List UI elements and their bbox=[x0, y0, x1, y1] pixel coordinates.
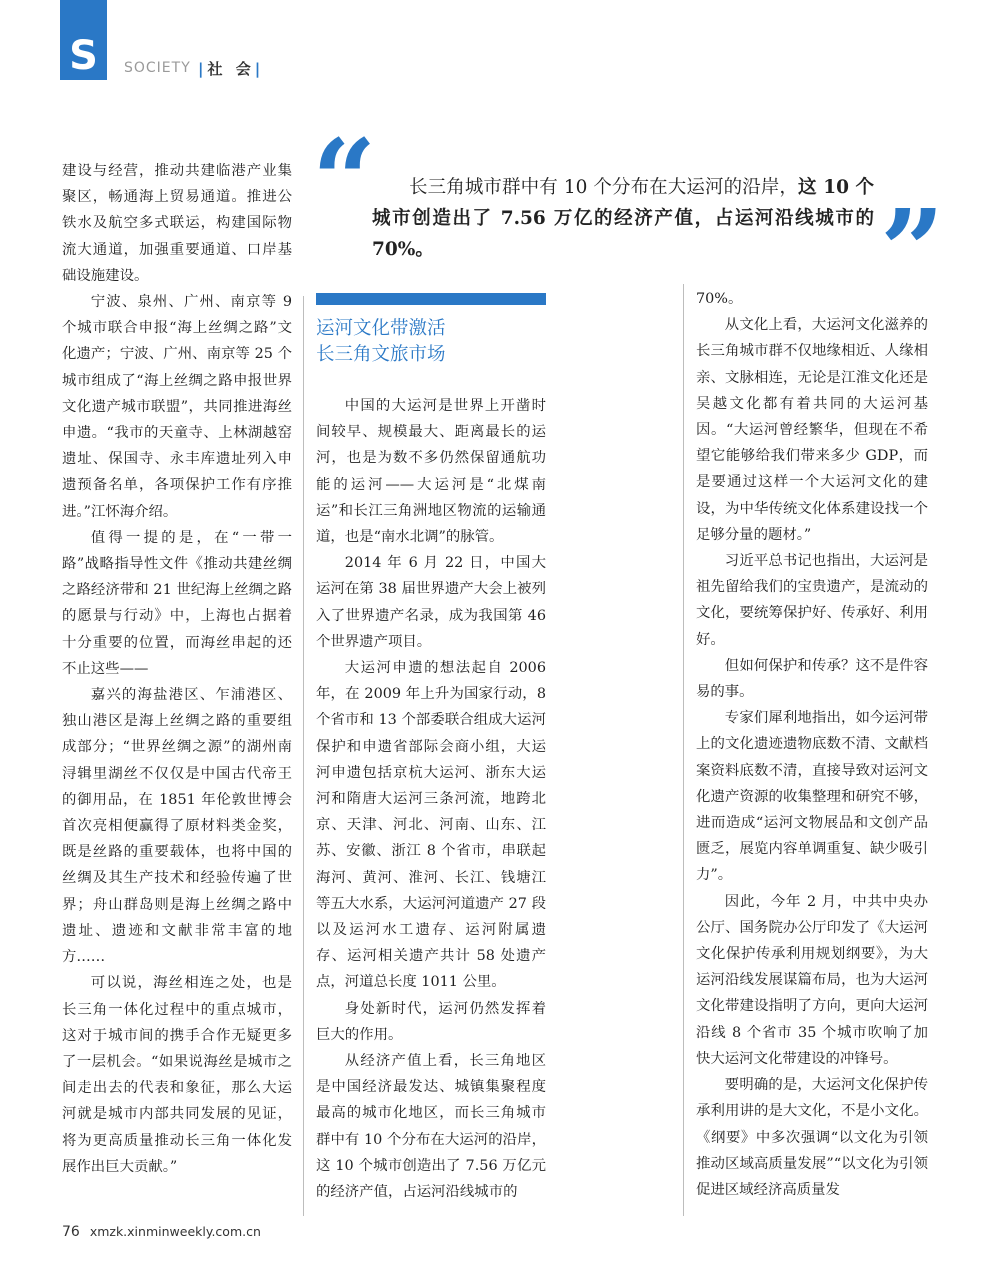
paragraph: 建设与经营，推动共建临港产业集聚区，畅通海上贸易通道。推进公铁水及航空多式联运，构建国际物流大通道，加强重要通道、口岸基础设施建设。 bbox=[62, 163, 292, 284]
paragraph: 70%。 bbox=[696, 291, 743, 307]
paragraph: 从经济产值上看，长三角地区是中国经济最发达、城镇集聚程度最高的城市化地区，而长三角城市群中有 10 个分布在大运河的沿岸，这 10 个城市创造出了 7.56 万亿元的经济产值，占运河沿线城市的 bbox=[316, 1053, 546, 1201]
open-quote-mark: “ bbox=[312, 116, 377, 247]
paragraph: 值得一提的是，在“一带一路”战略指导性文件《推动共建丝绸之路经济带和 21 世纪海上丝绸之路的愿景与行动》中，上海也占据着十分重要的位置，而海丝串起的还不止这些—— bbox=[62, 529, 292, 677]
section-color-block bbox=[60, 0, 107, 80]
paragraph: 可以说，海丝相连之处，也是长三角一体化过程中的重点城市，这对于城市间的携手合作无疑更多了一层机会。“如果说海丝是城市之间走出去的代表和象征，那么大运河就是城市内部共同发展的见证，将为更高质量推动长三角一体化发展作出巨大贡献。” bbox=[62, 975, 292, 1175]
pull-quote: 长三角城市群中有 10 个分布在大运河的沿岸，这 10 个城市创造出了 7.56 万亿的经济产值，占运河沿线城市的 70%。 bbox=[372, 177, 874, 260]
website-url: xmzk.xinminweekly.com.cn bbox=[89, 1224, 261, 1239]
column-divider bbox=[303, 296, 304, 1216]
paragraph: 宁波、泉州、广州、南京等 9 个城市联合申报“海上丝绸之路”文化遗产；宁波、广州、南京等 25 个城市组成了“海上丝绸之路申报世界文化遗产城市联盟”，共同推进海丝申遗。“我市的天童寺、上林湖越窑遗址、保国寺、永丰库遗址列入申遗预备名单，各项保护工作有序推进。”江怀海介绍。 bbox=[62, 294, 292, 520]
section-heading bbox=[316, 316, 556, 368]
paragraph: 嘉兴的海盐港区、乍浦港区、独山港区是海上丝绸之路的重要组成部分；“世界丝绸之源”的湖州南浔辑里湖丝不仅仅是中国古代帝王的御用品，在 1851 年伦敦世博会首次亮相便赢得了原材料类金奖，既是丝路的重要载体，也将中国的丝绸及其生产技术和经验传遍了世界；舟山群岛则是海上丝绸之路中遗址、遗迹和文献非常丰富的地方…… bbox=[62, 687, 292, 966]
paragraph: 习近平总书记也指出，大运河是祖先留给我们的宝贵遗产，是流动的文化，要统筹保护好、传承好、利用好。 bbox=[696, 553, 928, 648]
page-footer bbox=[62, 1224, 261, 1240]
section-heading-line: 运河文化带激活 bbox=[316, 318, 446, 339]
paragraph: 从文化上看，大运河文化滋养的长三角城市群不仅地缘相近、人缘相亲、文脉相连，无论是江淮文化还是吴越文化都有着共同的大运河基因。“大运河曾经繁华，但现在不希望它能够给我们带来多少 GDP，而是要通过这样一个大运河文化的建设，为中华传统文化体系建设找一个足够分量的题材。” bbox=[696, 317, 928, 543]
paragraph: 但如何保护和传承？这不是件容易的事。 bbox=[696, 657, 928, 701]
paragraph: 2014 年 6 月 22 日，中国大运河在第 38 届世界遗产大会上被列入了世界遗产名录，成为我国第 46 个世界遗产项目。 bbox=[316, 555, 546, 650]
paragraph: 中国的大运河是世界上开凿时间较早、规模最大、距离最长的运河，也是为数不多仍然保留通航功能的运河——大运河是“北煤南运”和长江三角洲地区物流的运输通道，也是“南水北调”的脉管。 bbox=[316, 398, 546, 546]
column-divider bbox=[683, 284, 684, 1216]
column-2 bbox=[316, 393, 546, 1205]
page-number: 76 bbox=[62, 1224, 80, 1240]
paragraph: 身处新时代，运河仍然发挥着巨大的作用。 bbox=[316, 1000, 546, 1043]
column-3 bbox=[696, 286, 928, 1203]
paragraph: 大运河申遗的想法起自 2006 年，在 2009 年上升为国家行动，8 个省市和 13 个部委联合组成大运河保护和申遗省部际会商小组，大运河申遗包括京杭大运河、浙东大运河和隋唐大运河三条河流，地跨北京、天津、河北、河南、山东、江苏、安徽、浙江 8 个省市，串联起海河、黄河、淮河、长江、钱塘江等五大水系，大运河河道遗产 27 段以及运河水工遗存、运河附属遗存、运河相关遗产共计 58 处遗产点，河道总长度 1011 公里。 bbox=[316, 660, 546, 991]
section-letter: S bbox=[69, 33, 98, 79]
section-title-bar bbox=[316, 293, 546, 305]
paragraph: 因此，今年 2 月，中共中央办公厅、国务院办公厅印发了《大运河文化保护传承利用规划纲要》，为大运河沿线发展谋篇布局，也为大运河文化带建设指明了方向，更向大运河沿线 8 个省市 35 个城市吹响了加快大运河文化带建设的冲锋号。 bbox=[696, 893, 928, 1067]
paragraph: 要明确的是，大运河文化保护传承利用讲的是大文化，不是小文化。《纲要》中多次强调“以文化为引领推动区域高质量发展”“以文化为引领促进区域经济高质量发 bbox=[696, 1077, 928, 1198]
column-1 bbox=[62, 158, 292, 1180]
section-heading-line: 长三角文旅市场 bbox=[316, 344, 446, 365]
close-quote-mark: ” bbox=[880, 186, 945, 317]
paragraph: 专家们犀利地指出，如今运河带上的文化遗迹遗物底数不清、文献档案资料底数不清，直接导致对运河文化遗产资源的收集整理和研究不够，进而造成“运河文物展品和文创产品匮乏，展览内容单调重复、缺少吸引力”。 bbox=[696, 710, 928, 884]
section-name-cn: |社 会| bbox=[198, 60, 265, 78]
section-name-en: SOCIETY bbox=[124, 60, 191, 76]
